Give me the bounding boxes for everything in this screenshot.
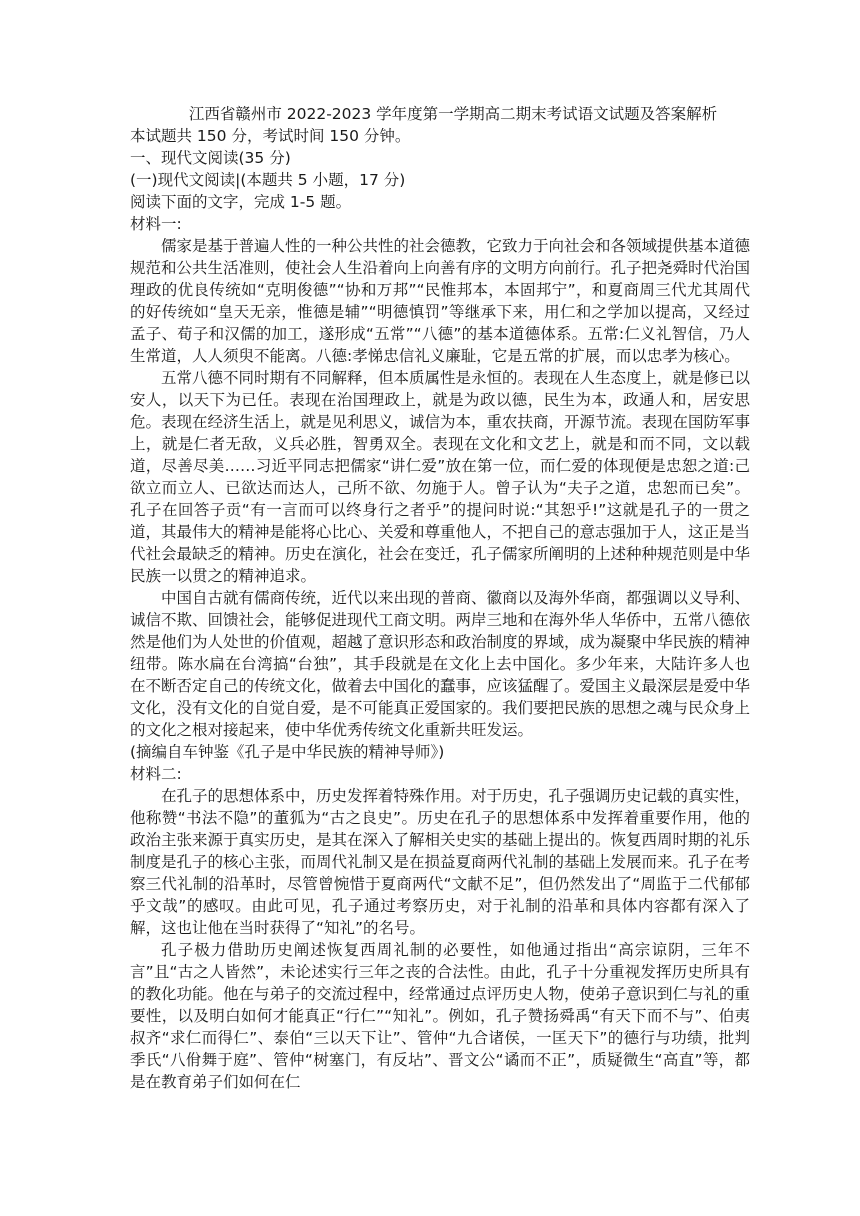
material-one-paragraph-3: 中国自古就有儒商传统，近代以来出现的普商、徽商以及海外华商，都强调以义导利、诚信不欺、回馈社会，能够促进现代工商文明。两岸三地和在海外华人华侨中，五常八德依然是他们为人处世的价值观，超越了意识形态和政治制度的界域，成为凝聚中华民族的精神纽带。陈水扁在台湾搞“台独”，其手段就是在文化上去中国化。多少年来，大陆许多人也在不断否定自己的传统文化，做着去中国化的蠢事，应该猛醒了。爱国主义最深层是爱中华文化，没有文化的自觉自爱，是不可能真正爱国家的。我们要把民族的思想之魂与民众身上的文化之根对接起来，使中华优秀传统文化重新共旺发运。 xyxy=(130,589,751,739)
material-one-source: (摘编自车钟鉴《孔子是中华民族的精神导师》) xyxy=(130,743,445,761)
section-heading: 一、现代文阅读(35 分) xyxy=(130,149,291,167)
material-one-paragraph-1: 儒家是基于普遍人性的一种公共性的社会德教，它致力于向社会和各领域提供基本道德规范和公共生活准则，使社会人生沿着向上向善有序的文明方向前行。孔子把尧舜时代治国理政的优良传统如“克明俊德”“协和万邦”“民惟邦本，本固邦宁”，和夏商周三代尤其周代的好传统如“皇天无亲，惟德是辅”“明德慎罚”等继承下来，用仁和之学加以提高，又经过孟子、荀子和汉儒的加工，遂形成“五常”“八德”的基本道德体系。五常:仁义礼智信，乃人生常道，人人须臾不能离。八德:孝悌忠信礼义廉耻，它是五常的扩展，而以忠孝为核心。 xyxy=(130,237,751,365)
material-one-label: 材料一: xyxy=(130,215,182,233)
material-two-label: 材料二: xyxy=(130,765,182,783)
exam-intro: 本试题共 150 分，考试时间 150 分钟。 xyxy=(130,127,411,145)
document-title: 江西省赣州市 2022-2023 学年度第一学期高二期末考试语文试题及答案解析 xyxy=(188,105,718,123)
material-one-paragraph-2: 五常八德不同时期有不同解释，但本质属性是永恒的。表现在人生态度上，就是修已以安人，以天下为已任。表现在治国理政上，就是为政以德，民生为本，政通人和，居安思危。表现在经济生活上，就是见利思义，诚信为本，重农扶商，开源节流。表现在国防军事上，就是仁者无敌，义兵必胜，智勇双全。表现在文化和文艺上，就是和而不同，文以载道，尽善尽美……习近平同志把儒家“讲仁爱”放在第一位，而仁爱的体现便是忠恕之道:己欲立而立人、已欲达而达人，己所不欲、勿施于人。曾子认为“夫子之道，忠恕而已矣”。孔子在回答子贡“有一言而可以终身行之者乎”的提问时说:“其恕乎!”这就是孔子的一贯之道，其最伟大的精神是能将心比心、关爱和尊重他人，不把自己的意志强加于人，这正是当代社会最缺乏的精神。历史在演化，社会在变迁，孔子儒家所阐明的上述种种规范则是中华民族一以贯之的精神追求。 xyxy=(130,369,751,585)
material-two-paragraph-2: 孔子极力借助历史阐述恢复西周礼制的必要性，如他通过指出“高宗谅阴，三年不言”且“古之人皆然”，未论述实行三年之丧的合法性。由此，孔子十分重视发挥历史所具有的教化功能。他在与弟子的交流过程中，经常通过点评历史人物，使弟子意识到仁与礼的重要性，以及明白如何才能真正“行仁”“知礼”。例如，孔子赞扬舜禹“有天下而不与”、伯夷叔齐“求仁而得仁”、泰伯“三以天下让”、管仲“九合诸侯，一匡天下”的德行与功绩，批判季氏“八佾舞于庭”、管仲“树塞门，有反坫”、晋文公“谲而不正”，质疑微生“高直”等，都是在教育弟子们如何在仁 xyxy=(130,941,751,1091)
subsection-heading: (一)现代文阅读|(本题共 5 小题，17 分) xyxy=(130,171,406,189)
reading-instruction: 阅读下面的文字，完成 1-5 题。 xyxy=(130,193,352,211)
material-two-paragraph-1: 在孔子的思想体系中，历史发挥着特殊作用。对于历史，孔子强调历史记载的真实性，他称赞“书法不隐”的董狐为“古之良史”。历史在孔子的思想体系中发挥着重要作用，他的政治主张来源于真实历史，是其在深入了解相关史实的基础上提出的。恢复西周时期的礼乐制度是孔子的核心主张，而周代礼制又是在损益夏商两代礼制的基础上发展而来。孔子在考察三代礼制的沿革时，尽管曾惋惜于夏商两代“文献不足”，但仍然发出了“周监于二代郁郁乎文哉”的感叹。由此可见，孔子通过考察历史，对于礼制的沿革和具体内容都有深入了解，这也让他在当时获得了“知礼”的名号。 xyxy=(130,787,751,937)
